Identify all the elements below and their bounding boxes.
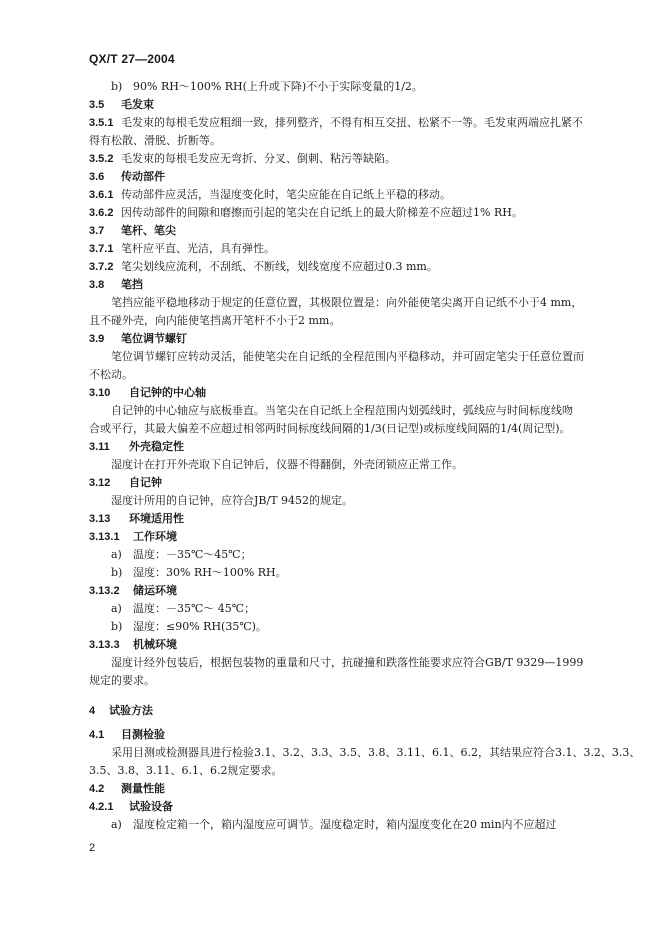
- section-title: 外壳稳定性: [129, 440, 184, 453]
- section-heading: [89, 96, 605, 114]
- document-body: [89, 78, 641, 834]
- list-text: 温度：－35℃～ 45℃；: [133, 602, 256, 615]
- section-heading: [89, 276, 605, 294]
- list-text: 90% RH～100% RH(上升或下降)不小于实际变量的1/2。: [133, 80, 423, 93]
- section-heading: [89, 474, 605, 492]
- list-text: 湿度检定箱一个，箱内湿度应可调节。湿度稳定时，箱内湿度变化在20 min内不应超过: [133, 818, 557, 831]
- paragraph-line: 笔位调节螺钉应转动灵活，能使笔尖在自记纸的全程范围内平稳移动，并可固定笔尖于任意位置而: [111, 350, 584, 363]
- section-title: 自记钟: [129, 476, 162, 489]
- list-item: [89, 78, 605, 96]
- section-heading: [89, 510, 605, 528]
- section-heading: [89, 168, 605, 186]
- section-number: 3.12: [89, 477, 111, 489]
- clause-number: 3.6.1: [89, 189, 114, 201]
- clause-number: 3.7.2: [89, 261, 114, 273]
- clause-continuation: 得有松散、滑脱、折断等。: [89, 134, 221, 147]
- paragraph-continuation: 不松动。: [89, 368, 133, 381]
- section-heading: [89, 726, 605, 744]
- list-text: 温度：－35℃～45℃；: [133, 548, 252, 561]
- list-text: 湿度：30% RH～100% RH。: [133, 566, 287, 579]
- subsection-heading: [89, 528, 605, 546]
- paragraph-continuation: 3.5、3.8、3.11、6.1、6.2规定要求。: [89, 764, 283, 777]
- section-title: 自记钟的中心轴: [129, 386, 206, 399]
- list-marker: b): [111, 620, 123, 633]
- clause-text: 笔杆应平直、光洁，具有弹性。: [121, 242, 275, 255]
- list-text: 湿度：≤90% RH(35℃)。: [133, 620, 267, 633]
- clause-number: 3.5.1: [89, 117, 114, 129]
- section-number: 3.7: [89, 225, 105, 237]
- clause-number: 3.6.2: [89, 207, 114, 219]
- subsection-number: 3.13.2: [89, 585, 120, 597]
- clause-text: 毛发束的每根毛发应粗细一致，排列整齐，不得有相互交扭、松紧不一等。毛发束两端应扎紧不: [121, 116, 583, 129]
- section-heading: [89, 330, 605, 348]
- standard-code-header: QX/T 27—2004: [89, 52, 175, 66]
- paragraph-continuation: 规定的要求。: [89, 674, 155, 687]
- clause-line: [89, 240, 605, 258]
- subsection-heading: [89, 582, 605, 600]
- section-title: 环境适用性: [129, 512, 184, 525]
- subsection-number: 3.13.3: [89, 639, 120, 651]
- section-title: 传动部件: [121, 170, 165, 183]
- clause-line: [89, 258, 605, 276]
- clause-text: 笔尖划线应流利，不刮纸、不断线，划线宽度不应超过0.3 mm。: [121, 260, 438, 273]
- section-heading: [89, 438, 605, 456]
- paragraph-line: 采用目测或检测器具进行检验3.1、3.2、3.3、3.5、3.8、3.11、6.1、6.2，其结果应符合3.1、3.2、3.3、: [111, 746, 641, 759]
- list-marker: a): [111, 818, 122, 831]
- list-item: [89, 546, 605, 564]
- clause-text: 传动部件应灵活，当湿度变化时，笔尖应能在自记纸上平稳的移动。: [121, 188, 451, 201]
- section-title: 测量性能: [121, 782, 165, 795]
- clause-text: 因传动部件的间隙和磨擦而引起的笔尖在自记纸上的最大阶梯差不应超过1% RH。: [121, 206, 523, 219]
- list-marker: a): [111, 548, 122, 561]
- section-number: 3.8: [89, 279, 105, 291]
- page-number: 2: [89, 842, 96, 854]
- clause-line: [89, 186, 605, 204]
- clause-line: [89, 204, 605, 222]
- section-heading: [89, 222, 605, 240]
- section-number: 3.10: [89, 387, 111, 399]
- clause-text: 毛发束的每根毛发应无弯折、分叉、倒刺、粘污等缺陷。: [121, 152, 396, 165]
- section-heading: [89, 384, 605, 402]
- section-number: 3.13: [89, 513, 111, 525]
- section-title: 笔挡: [121, 278, 143, 291]
- list-item: [89, 618, 605, 636]
- paragraph-continuation: 且不碰外壳，向内能使笔挡离开笔杆不小于2 mm。: [89, 314, 341, 327]
- clause-line: [89, 150, 605, 168]
- subsection-number: 3.13.1: [89, 531, 120, 543]
- paragraph-line: 自记钟的中心轴应与底板垂直。当笔尖在自记纸上全程范围内划弧线时，弧线应与时间标度线吻: [111, 404, 573, 417]
- list-item: [89, 816, 605, 834]
- section-title: 毛发束: [121, 98, 154, 111]
- section-number: 3.6: [89, 171, 105, 183]
- section-number: 4.2: [89, 783, 105, 795]
- list-marker: b): [111, 566, 123, 579]
- paragraph-line: 湿度计所用的自记钟，应符合JB/T 9452的规定。: [111, 494, 354, 507]
- section-heading: [89, 780, 605, 798]
- section-number: 3.5: [89, 99, 105, 111]
- paragraph-continuation: 合或平行，其最大偏差不应超过相邻两时间标度线间隔的1/3(日记型)或标度线间隔的1/4(周记型)。: [89, 422, 571, 435]
- chapter-number: 4: [89, 705, 96, 717]
- paragraph-line: 湿度计在打开外壳取下自记钟后，仪器不得翻倒，外壳闭锁应正常工作。: [111, 458, 463, 471]
- list-marker: b): [111, 80, 123, 93]
- subsection-title: 工作环境: [133, 530, 177, 543]
- subsection-heading: [89, 798, 605, 816]
- clause-line: [89, 114, 605, 132]
- paragraph-line: 笔挡应能平稳地移动于规定的任意位置，其极限位置是：向外能使笔尖离开自记纸不小于4 mm，: [111, 296, 583, 309]
- paragraph-line: 湿度计经外包装后，根据包装物的重量和尺寸，抗碰撞和跌落性能要求应符合GB/T 9329—1999: [111, 656, 584, 669]
- chapter-title: 试验方法: [109, 704, 153, 717]
- section-number: 3.11: [89, 441, 110, 453]
- list-marker: a): [111, 602, 122, 615]
- section-title: 笔位调节螺钉: [121, 332, 187, 345]
- chapter-heading: [89, 702, 605, 720]
- section-title: 目测检验: [121, 728, 165, 741]
- subsection-title: 机械环境: [133, 638, 177, 651]
- subsection-heading: [89, 636, 605, 654]
- clause-number: 3.7.1: [89, 243, 114, 255]
- subsection-title: 储运环境: [133, 584, 177, 597]
- section-number: 4.1: [89, 729, 105, 741]
- subsection-title: 试验设备: [129, 800, 173, 813]
- list-item: [89, 600, 605, 618]
- clause-number: 3.5.2: [89, 153, 114, 165]
- list-item: [89, 564, 605, 582]
- section-title: 笔杆、笔尖: [121, 224, 176, 237]
- subsection-number: 4.2.1: [89, 801, 114, 813]
- section-number: 3.9: [89, 333, 105, 345]
